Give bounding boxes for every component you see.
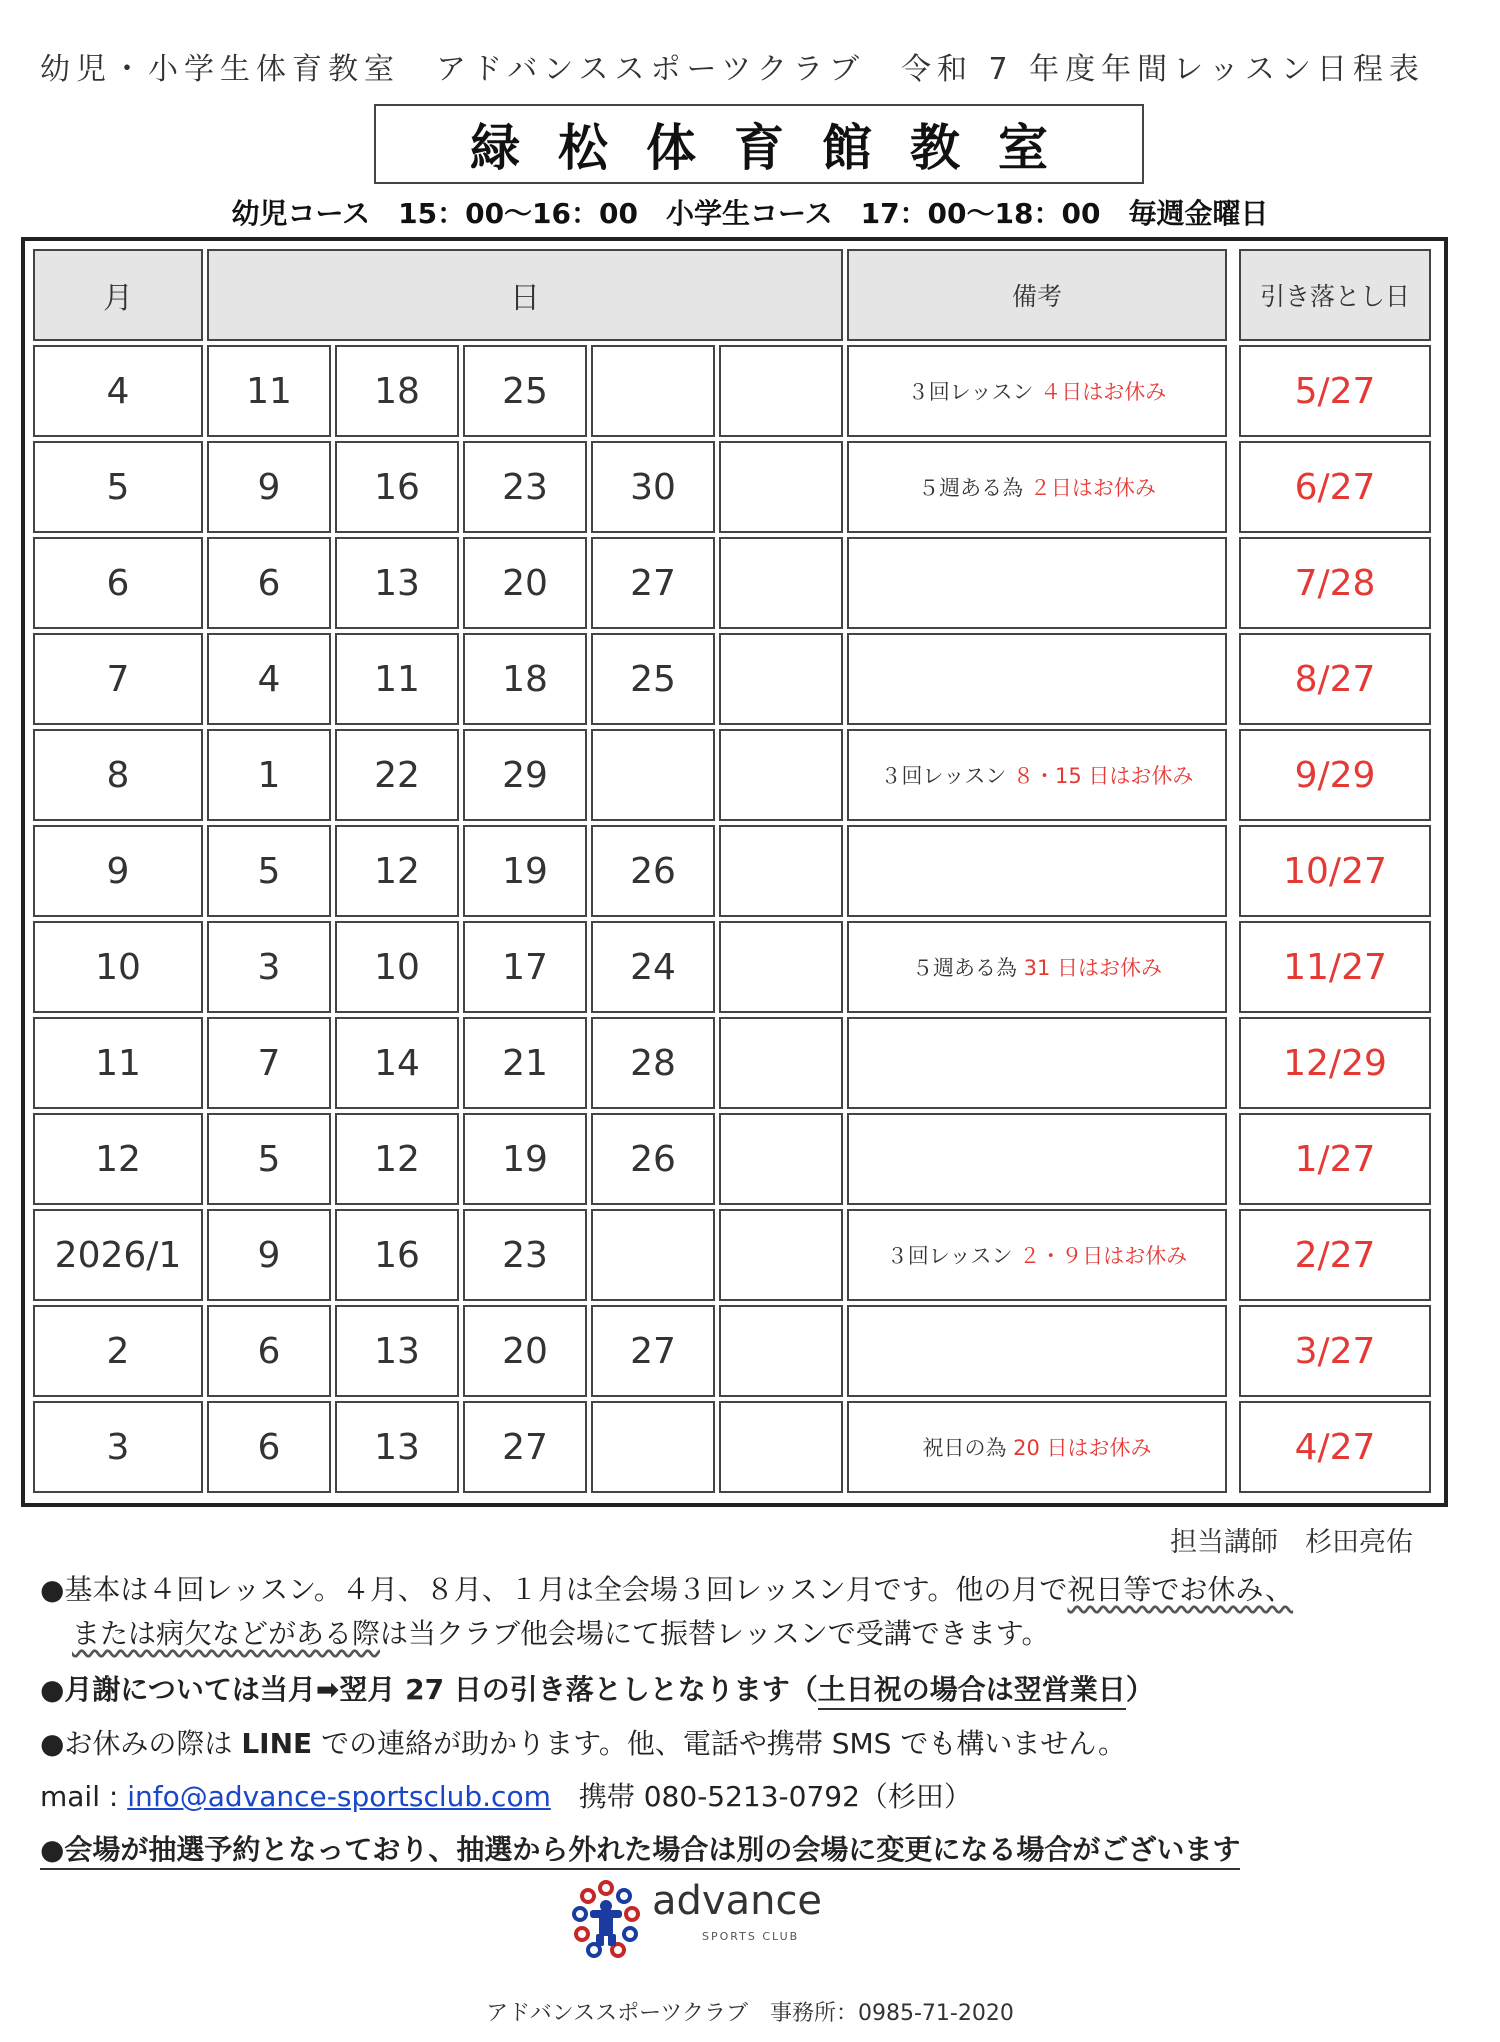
debit-date-cell: 3/27 [1239,1305,1431,1397]
day-cell [719,1113,843,1205]
day-cell: 26 [591,825,715,917]
day-cell [719,1017,843,1109]
mail-label: mail : [40,1780,128,1813]
debit-date-cell: 12/29 [1239,1017,1431,1109]
day-cell: 7 [207,1017,331,1109]
table-row [33,1401,1431,1493]
day-cell: 6 [207,1401,331,1493]
table-row [33,345,1431,437]
day-cell: 5 [207,1113,331,1205]
month-cell: 5 [33,441,203,533]
day-cell: 5 [207,825,331,917]
day-cell: 25 [463,345,587,437]
day-cell: 11 [335,633,459,725]
note-text: ３回レッスン [907,380,1034,404]
day-cell: 4 [207,633,331,725]
header-day: 日 [207,249,843,341]
day-cell: 20 [463,1305,587,1397]
note-cell [847,1017,1227,1109]
day-cell: 22 [335,729,459,821]
note-cell [847,537,1227,629]
day-cell: 6 [207,1305,331,1397]
note-cell [847,1209,1227,1301]
day-cell: 16 [335,1209,459,1301]
day-cell: 11 [207,345,331,437]
day-cell: 18 [463,633,587,725]
day-cell: 13 [335,1305,459,1397]
note-text: での連絡が助かります。他、電話や携帯 SMS でも構いません。 [312,1727,1127,1760]
note-fee [40,1668,1154,1708]
month-cell: 11 [33,1017,203,1109]
day-cell: 27 [463,1401,587,1493]
day-cell: 27 [591,1305,715,1397]
logo-wordmark: advance [652,1878,823,1924]
note-cell [847,729,1227,821]
day-cell: 27 [591,537,715,629]
note-cell [847,1113,1227,1205]
note-text: ） [1125,1673,1154,1706]
day-cell [591,1401,715,1493]
month-cell: 12 [33,1113,203,1205]
table-row [33,441,1431,533]
logo [572,1880,872,1960]
day-cell: 14 [335,1017,459,1109]
table-row [33,921,1431,1013]
note-text-wavy: 祝日等でお休み、 [1067,1573,1294,1606]
debit-date-cell: 4/27 [1239,1401,1431,1493]
day-cell: 10 [335,921,459,1013]
note-text: ５週ある為 [911,956,1017,980]
document-subtitle: 幼児・小学生体育教室 アドバンススポーツクラブ 令和 7 年度年間レッスン日程表 [40,52,1425,87]
debit-date-cell: 10/27 [1239,825,1431,917]
teacher-name: 担当講師 杉田亮佑 [1170,1527,1413,1558]
day-cell: 25 [591,633,715,725]
footer-office: アドバンススポーツクラブ 事務所：0985-71-2020 [486,2001,1014,2026]
month-cell: 4 [33,345,203,437]
note-text: は当クラブ他会場にて振替レッスンで受講できます。 [380,1617,1050,1650]
day-cell [719,633,843,725]
month-cell: 6 [33,537,203,629]
day-cell [719,729,843,821]
month-cell: 2026/1 [33,1209,203,1301]
note-holiday-text: 20 日はお休み [1013,1436,1152,1460]
note-basic-cont [72,1612,1050,1652]
note-text-wavy: または病欠などがある際 [72,1617,381,1650]
day-cell: 20 [463,537,587,629]
day-cell: 16 [335,441,459,533]
note-holiday-text: ８・15 日はお休み [1013,764,1194,788]
day-cell [719,1209,843,1301]
month-cell: 2 [33,1305,203,1397]
month-cell: 10 [33,921,203,1013]
table-header-row [33,249,1431,341]
day-cell: 30 [591,441,715,533]
table-row [33,537,1431,629]
day-cell: 1 [207,729,331,821]
note-venue [40,1828,1240,1868]
logo-mark-icon [572,1880,640,1960]
phone-number: 携帯 080-5213-0792（杉田） [550,1780,972,1813]
day-cell: 9 [207,441,331,533]
day-cell: 17 [463,921,587,1013]
day-cell: 12 [335,1113,459,1205]
day-cell: 19 [463,1113,587,1205]
table-row [33,1017,1431,1109]
table-row [33,633,1431,725]
day-cell [719,345,843,437]
note-text: ５週ある為 [918,476,1024,500]
day-cell [719,441,843,533]
note-cell [847,1401,1227,1493]
debit-date-cell: 8/27 [1239,633,1431,725]
day-cell: 21 [463,1017,587,1109]
debit-date-cell: 6/27 [1239,441,1431,533]
header-month: 月 [33,249,203,341]
debit-date-cell: 7/28 [1239,537,1431,629]
day-cell [719,825,843,917]
table-row [33,1209,1431,1301]
day-cell: 29 [463,729,587,821]
day-cell [719,1305,843,1397]
header-debit: 引き落とし日 [1239,249,1431,341]
day-cell [719,537,843,629]
note-text: ●月謝については当月➡翌月 27 日の引き落としとなります（ [40,1673,818,1706]
day-cell: 12 [335,825,459,917]
day-cell: 23 [463,1209,587,1301]
day-cell: 13 [335,537,459,629]
day-cell: 6 [207,537,331,629]
note-cell [847,633,1227,725]
day-cell [591,1209,715,1301]
debit-date-cell: 5/27 [1239,345,1431,437]
note-text: ●基本は４回レッスン。４月、８月、１月は全会場３回レッスン月です。他の月で [40,1573,1068,1606]
note-text: ３回レッスン [886,1244,1013,1268]
month-cell: 7 [33,633,203,725]
day-cell: 26 [591,1113,715,1205]
day-cell [719,1401,843,1493]
note-text: ●お休みの際は [40,1727,242,1760]
debit-date-cell: 1/27 [1239,1113,1431,1205]
note-cell [847,825,1227,917]
table-row [33,1305,1431,1397]
note-contact [40,1722,1126,1762]
day-cell: 23 [463,441,587,533]
page-title: 緑松体育館教室 [374,104,1144,184]
header-note: 備考 [847,249,1227,341]
table-row [33,1113,1431,1205]
note-basic [40,1568,1293,1608]
day-cell: 13 [335,1401,459,1493]
note-text: ３回レッスン [880,764,1007,788]
debit-date-cell: 9/29 [1239,729,1431,821]
note-text: 祝日の為 [922,1436,1007,1460]
note-cell [847,921,1227,1013]
debit-date-cell: 11/27 [1239,921,1431,1013]
month-cell: 8 [33,729,203,821]
contact-line [40,1775,972,1815]
day-cell [719,921,843,1013]
day-cell: 28 [591,1017,715,1109]
line-label: LINE [241,1727,313,1760]
note-cell [847,345,1227,437]
note-holiday-text: ２日はお休み [1029,476,1156,500]
schedule-table [29,245,1435,1497]
mail-link[interactable]: info@advance-sportsclub.com [127,1780,551,1813]
day-cell: 9 [207,1209,331,1301]
table-row [33,825,1431,917]
day-cell [591,345,715,437]
month-cell: 9 [33,825,203,917]
note-text-underlined: 土日祝の場合は翌営業日 [818,1673,1126,1710]
day-cell: 19 [463,825,587,917]
debit-date-cell: 2/27 [1239,1209,1431,1301]
day-cell: 18 [335,345,459,437]
logo-subtext: SPORTS CLUB [702,1930,800,1943]
day-cell: 24 [591,921,715,1013]
course-times: 幼児コース 15：00〜16：00 小学生コース 17：00〜18：00 毎週金曜日 [231,197,1269,230]
note-holiday-text: ４日はお休み [1040,380,1167,404]
note-cell [847,1305,1227,1397]
note-cell [847,441,1227,533]
note-text-underlined: ●会場が抽選予約となっており、抽選から外れた場合は別の会場に変更になる場合がございます [40,1833,1240,1870]
day-cell: 3 [207,921,331,1013]
day-cell [591,729,715,821]
note-holiday-text: ２・９日はお休み [1019,1244,1188,1268]
month-cell: 3 [33,1401,203,1493]
note-holiday-text: 31 日はお休み [1023,956,1163,980]
table-row [33,729,1431,821]
